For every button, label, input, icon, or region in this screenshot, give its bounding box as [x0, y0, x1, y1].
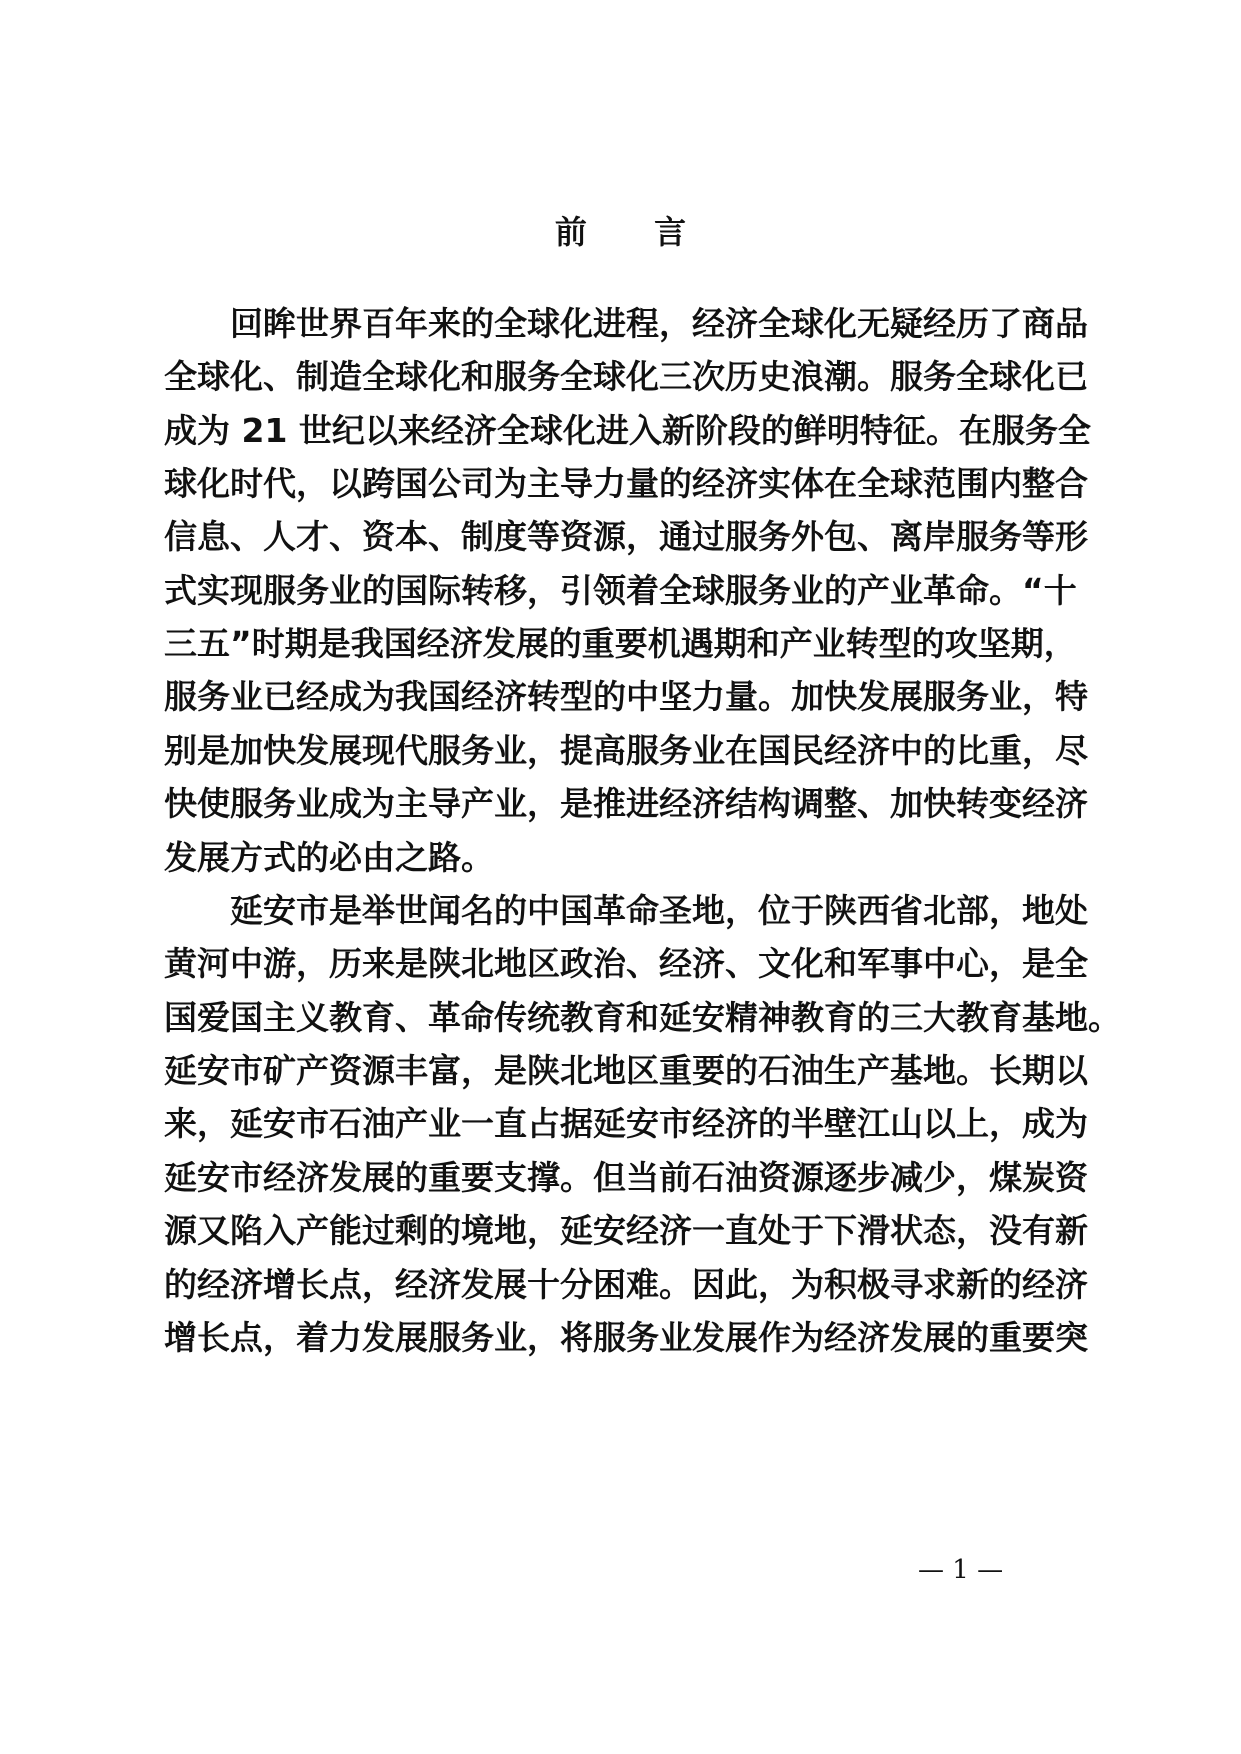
- body-line: 来，延安市石油产业一直占据延安市经济的半壁江山以上，成为: [164, 1104, 1088, 1143]
- body-line: 别是加快发展现代服务业，提高服务业在国民经济中的比重，尽: [164, 731, 1088, 770]
- body-line: 服务业已经成为我国经济转型的中坚力量。加快发展服务业，特: [164, 677, 1088, 716]
- body-line: 式实现服务业的国际转移，引领着全球服务业的产业革命。“十: [164, 571, 1077, 610]
- body-line: 全球化、制造全球化和服务全球化三次历史浪潮。服务全球化已: [164, 357, 1088, 396]
- body-line: 回眸世界百年来的全球化进程，经济全球化无疑经历了商品: [164, 304, 1088, 343]
- body-line: 国爱国主义教育、革命传统教育和延安精神教育的三大教育基地。: [164, 998, 1121, 1037]
- body-line: 延安市是举世闻名的中国革命圣地，位于陕西省北部，地处: [164, 891, 1088, 930]
- body-line: 三五”时期是我国经济发展的重要机遇期和产业转型的攻坚期，: [164, 624, 1077, 663]
- body-line: 成为 21 世纪以来经济全球化进入新阶段的鲜明特征。在服务全: [164, 411, 1091, 450]
- body-line: 快使服务业成为主导产业，是推进经济结构调整、加快转变经济: [164, 784, 1088, 823]
- body-line: 信息、人才、资本、制度等资源，通过服务外包、离岸服务等形: [164, 517, 1088, 556]
- body-line: 发展方式的必由之路。: [164, 838, 494, 877]
- page-title: 前 言: [554, 213, 715, 251]
- page-number: — 1 —: [918, 1555, 1004, 1585]
- body-line: 延安市矿产资源丰富，是陕北地区重要的石油生产基地。长期以: [164, 1051, 1088, 1090]
- body-line: 黄河中游，历来是陕北地区政治、经济、文化和军事中心，是全: [164, 944, 1088, 983]
- body-line: 球化时代，以跨国公司为主导力量的经济实体在全球范围内整合: [164, 464, 1088, 503]
- body-line: 的经济增长点，经济发展十分困难。因此，为积极寻求新的经济: [164, 1265, 1088, 1304]
- body-line: 延安市经济发展的重要支撑。但当前石油资源逐步减少，煤炭资: [164, 1158, 1088, 1197]
- body-line: 增长点，着力发展服务业，将服务业发展作为经济发展的重要突: [164, 1318, 1088, 1357]
- body-line: 源又陷入产能过剩的境地，延安经济一直处于下滑状态，没有新: [164, 1211, 1088, 1250]
